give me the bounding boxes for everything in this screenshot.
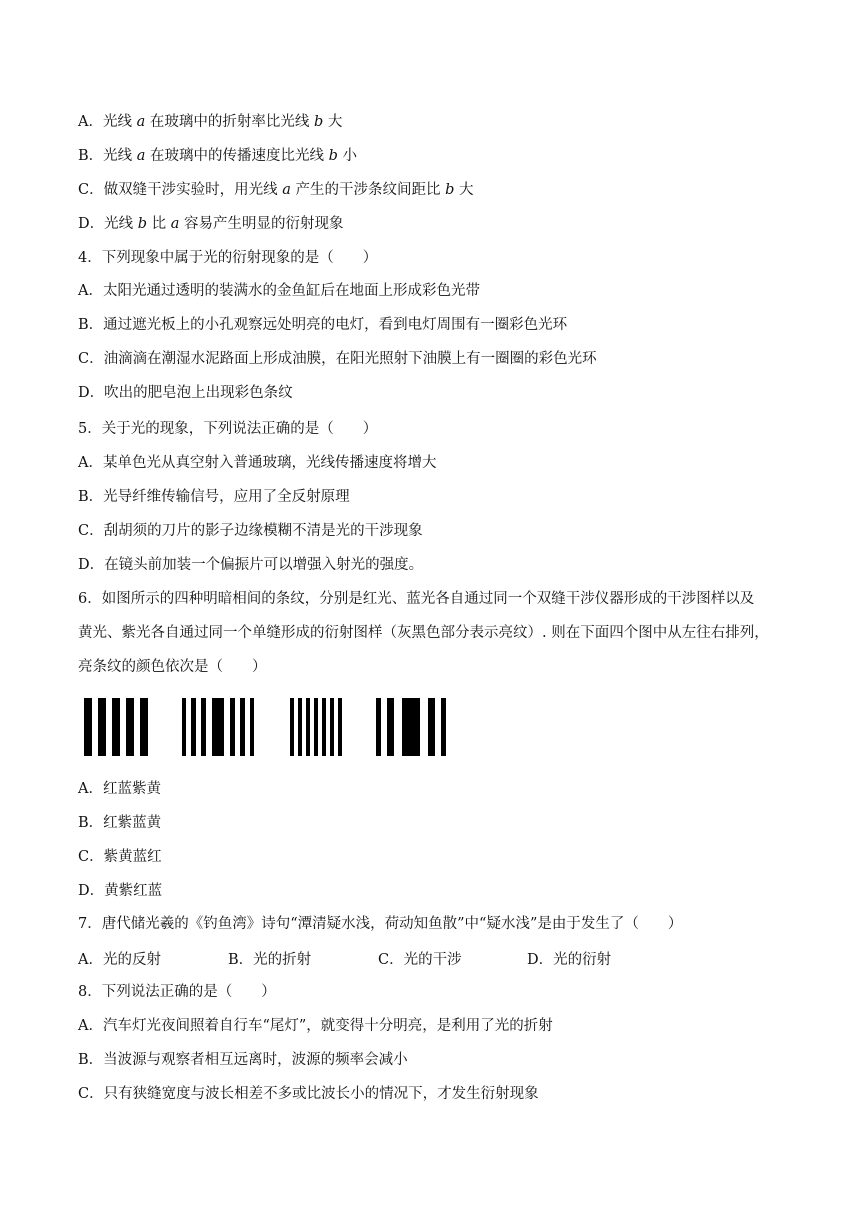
q3-option-b [78, 146, 790, 166]
q7-options [78, 948, 790, 968]
q3-option-c-mid: 产生的干涉条纹间距比 [290, 182, 446, 198]
q3-option-c-var1: a [282, 182, 291, 198]
q6-option-a: A．红蓝紫黄 [78, 781, 161, 797]
q3-option-a-var2: b [313, 114, 324, 130]
q4-stem: 4．下列现象中属于光的衍射现象的是（ ） [78, 250, 378, 266]
pattern-4-stripe [402, 698, 420, 756]
pattern-2-stripe [201, 698, 206, 756]
q8-option-c: C．只有狭缝宽度与波长相差不多或比波长小的情况下，才发生衍射现象 [78, 1086, 539, 1102]
pattern-3-stripe [322, 698, 326, 756]
pattern-3-stripe [338, 698, 342, 756]
q6-option-b: B．红紫蓝黄 [78, 815, 162, 831]
q3-option-b-post: 小 [337, 148, 358, 164]
pattern-1-stripe [112, 698, 120, 756]
pattern-3 [290, 698, 342, 756]
q3-option-c-post: 大 [454, 182, 474, 198]
q7-stem: 7．唐代储光羲的《钓鱼湾》诗句“潭清疑水浅，荷动知鱼散”中“疑水浅”是由于发生了（ ） [78, 916, 683, 932]
pattern-2-stripe [230, 698, 235, 756]
q5-option-a: A．某单色光从真空射入普通玻璃，光线传播速度将增大 [78, 455, 437, 471]
q3-option-a-pre: A．光线 [78, 114, 137, 130]
pattern-2-stripe [240, 698, 245, 756]
q5-stem: 5．关于光的现象，下列说法正确的是（ ） [78, 421, 378, 437]
q5-option-b: B．光导纤维传输信号，应用了全反射原理 [78, 489, 350, 505]
q3-option-c [78, 180, 790, 200]
q7-option-b: B．光的折射 [228, 952, 312, 968]
q4-option-a: A．太阳光通过透明的装满水的金鱼缸后在地面上形成彩色光带 [78, 283, 480, 299]
q4-option-b: B．通过遮光板上的小孔观察远处明亮的电灯，看到电灯周围有一圈彩色光环 [78, 317, 568, 333]
q8-option-a: A．汽车灯光夜间照着自行车“尾灯”，就变得十分明亮，是利用了光的折射 [78, 1018, 553, 1034]
q3-option-a [78, 112, 790, 132]
q5-option-d: D．在镜头前加装一个偏振片可以增强入射光的强度。 [78, 557, 424, 573]
pattern-4-stripe [428, 698, 435, 756]
q3-option-c-pre: C．做双缝干涉实验时，用光线 [78, 182, 283, 198]
q3-option-d [78, 214, 790, 234]
q3-option-a-post: 大 [323, 114, 343, 130]
q7-option-c: C．光的干涉 [378, 952, 462, 968]
q4-option-d: D．吹出的肥皂泡上出现彩色条纹 [78, 385, 293, 401]
pattern-3-stripe [298, 698, 302, 756]
pattern-2-stripe [182, 698, 186, 756]
pattern-3-stripe [314, 698, 318, 756]
pattern-3-stripe [290, 698, 294, 756]
q3-option-d-post: 容易产生明显的衍射现象 [179, 216, 344, 232]
pattern-3-stripe [330, 698, 334, 756]
q3-option-d-var2: a [170, 216, 180, 232]
q3-option-b-pre: B．光线 [78, 148, 137, 164]
q6-option-c: C．紫黄蓝红 [78, 849, 162, 865]
pattern-4-stripe [387, 698, 394, 756]
pattern-2-stripe [250, 698, 254, 756]
q3-option-b-mid: 在玻璃中的传播速度比光线 [145, 148, 329, 164]
pattern-2-stripe [191, 698, 196, 756]
pattern-1 [84, 698, 148, 756]
q7-option-d: D．光的衍射 [527, 952, 612, 968]
q4-option-c: C．油滴滴在潮湿水泥路面上形成油膜，在阳光照射下油膜上有一圈圈的彩色光环 [78, 351, 597, 367]
q6-stem-line-1: 6．如图所示的四种明暗相间的条纹，分别是红光、蓝光各自通过同一个双缝干涉仪器形成的干涉图样以及 [78, 591, 755, 607]
pattern-4-stripe [376, 698, 381, 756]
pattern-3-stripe [306, 698, 310, 756]
q3-option-a-mid: 在玻璃中的折射率比光线 [145, 114, 314, 130]
pattern-2 [182, 698, 254, 756]
q6-option-d: D．黄紫红蓝 [78, 883, 163, 899]
pattern-1-stripe [98, 698, 106, 756]
pattern-1-stripe [140, 698, 148, 756]
q3-option-a-var1: a [136, 114, 146, 130]
q8-option-b: B．当波源与观察者相互远离时，波源的频率会减小 [78, 1052, 408, 1068]
q3-option-b-var2: b [328, 148, 338, 164]
q3-option-d-var1: b [137, 216, 148, 232]
q3-option-c-var2: b [445, 182, 455, 198]
q6-stem-line-2: 黄光、紫光各自通过同一个单缝形成的衍射图样（灰黑色部分表示亮纹）. 则在下面四个图中从左往右排列， [78, 625, 769, 641]
q3-option-d-mid: 比 [147, 216, 171, 232]
pattern-2-stripe [212, 698, 224, 756]
fringe-patterns-figure [84, 698, 464, 756]
pattern-1-stripe [84, 698, 92, 756]
pattern-1-stripe [126, 698, 134, 756]
q6-stem-line-3: 亮条纹的颜色依次是（ ） [78, 659, 267, 675]
q8-stem: 8．下列说法正确的是（ ） [78, 984, 276, 1000]
q7-option-a: A．光的反射 [78, 952, 161, 968]
q3-option-b-var1: a [136, 148, 146, 164]
q5-option-c: C．刮胡须的刀片的影子边缘模糊不清是光的干涉现象 [78, 523, 423, 539]
q3-option-d-pre: D．光线 [78, 216, 138, 232]
pattern-4-stripe [441, 698, 446, 756]
pattern-4 [376, 698, 446, 756]
